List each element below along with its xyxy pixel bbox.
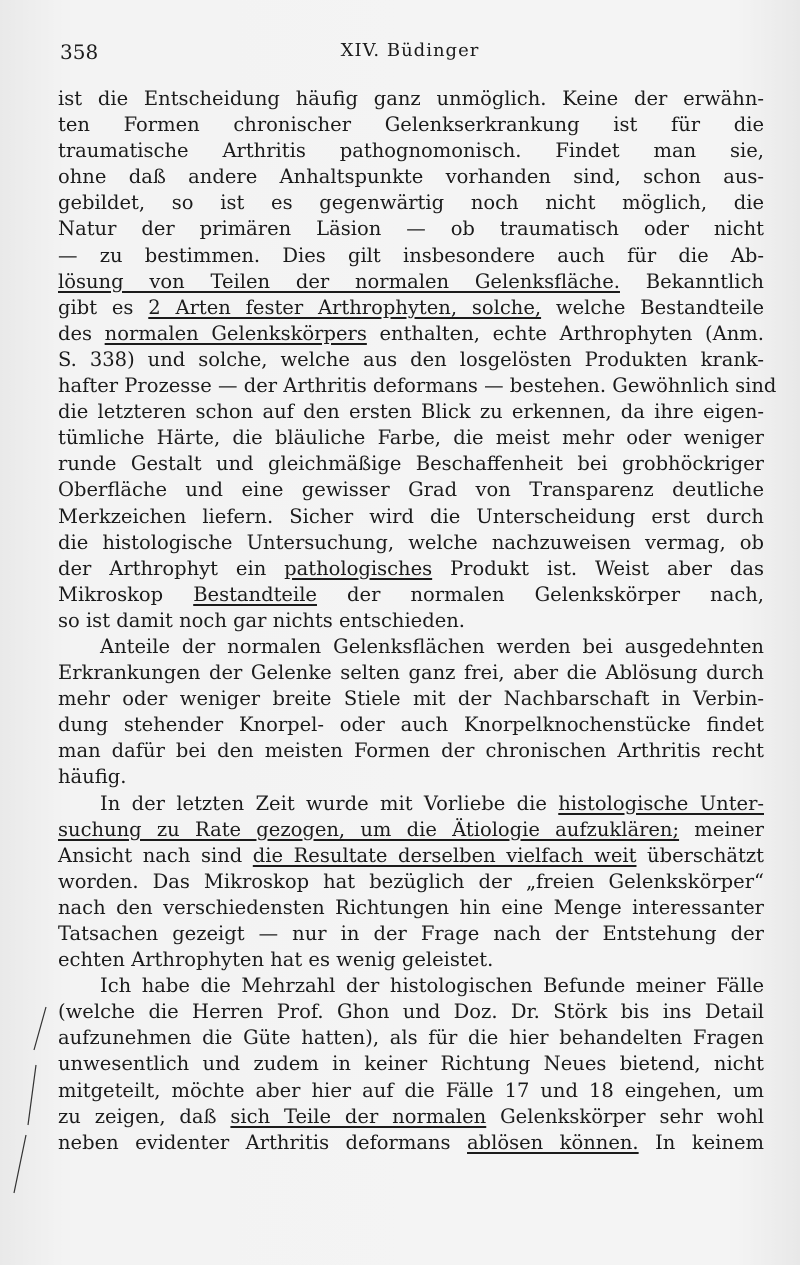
text-line: aufzunehmen die Güte hatten), als für die hier behandelten Fragen (58, 1026, 764, 1050)
text-line: Ansicht nach sind die Resultate derselben vielfach weit überschätzt (58, 843, 764, 867)
text-line: lösung von Teilen der normalen Gelenksfläche. Bekanntlich (58, 269, 764, 293)
text-line: nach den verschiedensten Richtungen hin eine Menge interessanter (58, 895, 764, 919)
text-line: zu zeigen, daß sich Teile der normalen Gelenkskörper sehr wohl (58, 1104, 765, 1128)
text-line: Natur der primären Läsion — ob traumatisch oder nicht (58, 217, 764, 241)
text-line: tümliche Härte, die bläuliche Farbe, die meist mehr oder weniger (58, 426, 764, 450)
pencil-underline: die Resultate derselben vielfach weit (252, 843, 637, 867)
text-line: dung stehender Knorpel- oder auch Knorpelknochenstücke findet (58, 713, 764, 737)
text-line: unwesentlich und zudem in keiner Richtung Neues bietend, nicht (58, 1052, 764, 1076)
text-line: häufig. (58, 765, 127, 789)
text-line: — zu bestimmen. Dies gilt insbesondere auch für die Ab- (58, 243, 764, 267)
pencil-underline: pathologisches (284, 556, 433, 580)
text-line: In der letzten Zeit wurde mit Vorliebe die histologische Unter- (100, 791, 764, 815)
text-line: Ich habe die Mehrzahl der histologischen Befunde meiner Fälle (100, 974, 764, 998)
body-text (58, 86, 777, 1156)
text-line: mitgeteilt, möchte aber hier auf die Fälle 17 und 18 eingehen, um (58, 1078, 764, 1102)
pencil-underline: ablösen können. (467, 1130, 639, 1154)
running-head: XIV. Büdinger (340, 40, 480, 61)
text-line: ten Formen chronischer Gelenkserkrankung ist für die (58, 113, 764, 137)
text-line: ohne daß andere Anhaltspunkte vorhanden sind, schon aus- (58, 165, 764, 189)
text-line: Merkzeichen liefern. Sicher wird die Unterscheidung erst durch (58, 504, 764, 528)
pencil-underline: normalen Gelenkskörpers (104, 321, 367, 345)
text-line: ist die Entscheidung häufig ganz unmöglich. Keine der erwähn- (58, 87, 764, 110)
text-line: worden. Das Mikroskop hat bezüglich der „freien Gelenkskörper“ (58, 869, 764, 893)
text-line: suchung zu Rate gezogen, um die Ätiologie aufzuklären; meiner (58, 817, 764, 841)
pencil-underline: lösung von Teilen der normalen Gelenksfläche. (58, 269, 620, 293)
text-line: gebildet, so ist es gegenwärtig noch nicht möglich, die (58, 191, 764, 215)
text-line: S. 338) und solche, welche aus den losgelösten Produkten krank- (58, 347, 764, 371)
text-line: echten Arthrophyten hat es wenig geleistet. (58, 948, 494, 972)
text-line: man dafür bei den meisten Formen der chronischen Arthritis recht (58, 739, 764, 763)
text-line: Anteile der normalen Gelenksflächen werden bei ausgedehnten (100, 634, 764, 658)
text-line: hafter Prozesse — der Arthritis deformans — bestehen. Gewöhnlich sind (58, 374, 777, 398)
text-line: Mikroskop Bestandteile der normalen Gelenkskörper nach, (58, 582, 765, 606)
pencil-underline: sich Teile der normalen (230, 1104, 487, 1128)
text-line: Erkrankungen der Gelenke selten ganz frei, aber die Ablösung durch (58, 661, 764, 685)
text-line: (welche die Herren Prof. Ghon und Doz. Dr. Störk bis ins Detail (58, 1000, 764, 1024)
text-line: neben evidenter Arthritis deformans ablösen können. In keinem (58, 1130, 764, 1154)
text-line: des normalen Gelenkskörpers enthalten, echte Arthrophyten (Anm. (58, 321, 764, 345)
text-line: die letzteren schon auf den ersten Blick zu erkennen, da ihre eigen- (58, 400, 764, 424)
text-line: der Arthrophyt ein pathologisches Produkt ist. Weist aber das (58, 556, 765, 580)
text-line: Tatsachen gezeigt — nur in der Frage nach der Entstehung der (58, 922, 764, 945)
text-line: Oberfläche und eine gewisser Grad von Transparenz deutliche (58, 478, 764, 502)
pencil-underline: Bestandteile (193, 582, 317, 606)
text-line: so ist damit noch gar nichts entschieden. (58, 608, 465, 632)
page-number: 358 (60, 40, 99, 64)
pencil-underline: 2 Arten fester Arthrophyten, solche, (148, 295, 542, 319)
page-header (60, 40, 760, 70)
text-line: mehr oder weniger breite Stiele mit der Nachbarschaft in Verbin- (58, 687, 764, 711)
text-line: gibt es 2 Arten fester Arthrophyten, solche, welche Bestandteile (58, 295, 765, 319)
text-line: traumatische Arthritis pathognomonisch. Findet man sie, (58, 139, 764, 163)
pencil-margin-mark (10, 1005, 50, 1195)
text-line: die histologische Untersuchung, welche nachzuweisen vermag, ob (58, 530, 764, 554)
pencil-underline: suchung zu Rate gezogen, um die Ätiologie aufzuklären; (58, 817, 680, 841)
pencil-underline: histologische Unter- (558, 791, 764, 815)
text-line: runde Gestalt und gleichmäßige Beschaffenheit bei grobhöckriger (58, 452, 764, 476)
